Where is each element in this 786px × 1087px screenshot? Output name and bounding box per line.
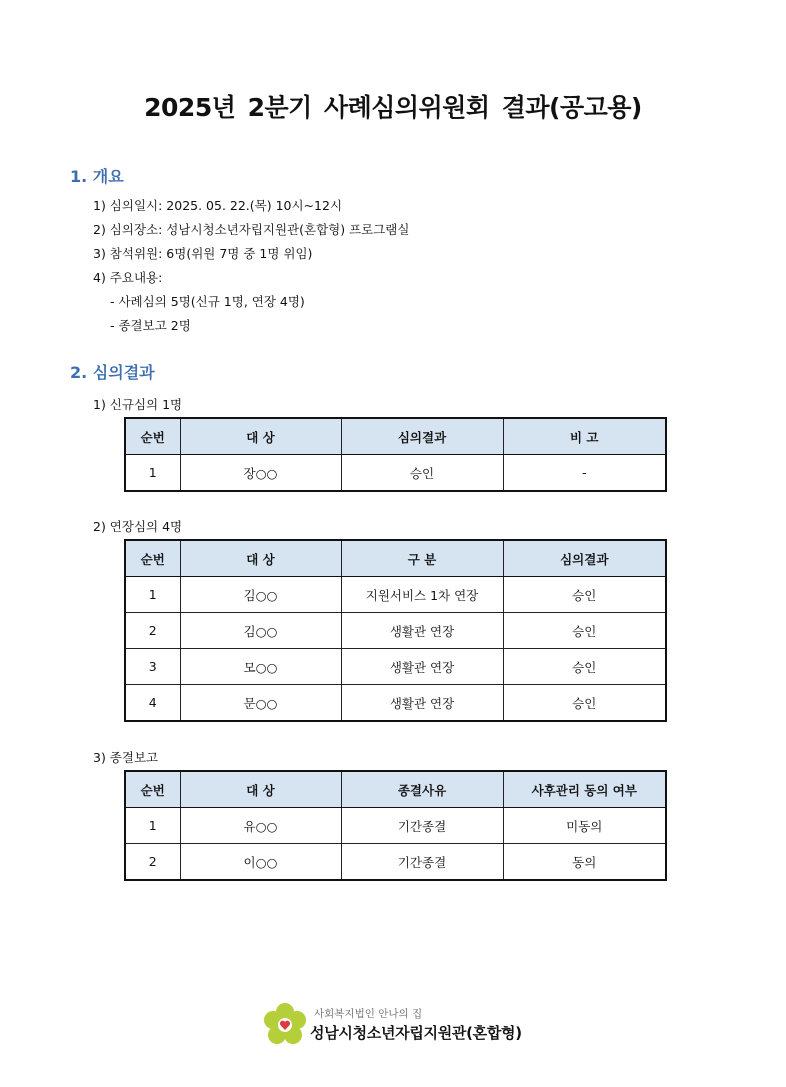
table-header: 구 분 [341,540,503,577]
table-header: 대 상 [180,771,341,808]
table-cell: 문○○ [180,685,341,722]
overview-attendees: 3) 참석위원: 6명(위원 7명 중 1명 위임) [93,246,313,261]
table-header: 대 상 [180,540,341,577]
table-header: 심의결과 [503,540,666,577]
table-cell: 김○○ [180,577,341,613]
overview-main-content: 4) 주요내용: [93,270,163,285]
table-cell: - [503,455,666,492]
page-title: 2025년 2분기 사례심의위원회 결과(공고용) [144,93,642,122]
footer-logo [262,1002,562,1048]
table-header-row [125,771,666,808]
table-header-row [125,418,666,455]
table1-caption: 1) 신규심의 1명 [93,397,183,412]
table-cell: 기간종결 [341,808,503,844]
table-cell: 3 [125,649,180,685]
table-header: 순번 [125,540,180,577]
table-header: 사후관리 동의 여부 [503,771,666,808]
table-header: 종결사유 [341,771,503,808]
table-cell: 동의 [503,844,666,881]
table-cell: 승인 [503,577,666,613]
table-row [125,455,666,492]
table-cell: 장○○ [180,455,341,492]
table-header-row [125,540,666,577]
table3-caption: 3) 종결보고 [93,750,159,765]
overview-sub-case-review: - 사례심의 5명(신규 1명, 연장 4명) [110,294,305,309]
table-header: 대 상 [180,418,341,455]
table-cell: 1 [125,577,180,613]
table-row [125,577,666,613]
table-row [125,649,666,685]
table-cell: 미동의 [503,808,666,844]
table-header: 순번 [125,771,180,808]
footer-subtitle: 사회복지법인 안나의 집 [314,1008,423,1020]
overview-date: 1) 심의일시: 2025. 05. 22.(목) 10시~12시 [93,198,343,213]
table-cell: 1 [125,808,180,844]
table-header: 심의결과 [341,418,503,455]
table-cell: 2 [125,844,180,881]
table-cell: 지원서비스 1차 연장 [341,577,503,613]
table-cell: 생활관 연장 [341,685,503,722]
extension-review-table [124,539,667,722]
overview-place: 2) 심의장소: 성남시청소년자립지원관(혼합형) 프로그램실 [93,222,410,237]
flower-heart-logo-icon [262,1002,308,1048]
table-cell: 4 [125,685,180,722]
overview-sub-closing-report: - 종결보고 2명 [110,318,191,333]
table-cell: 2 [125,613,180,649]
footer-org-name: 성남시청소년자립지원관(혼합형) [310,1024,522,1042]
table-header: 순번 [125,418,180,455]
closing-report-table [124,770,667,881]
section-results-heading: 2. 심의결과 [70,363,155,382]
table-cell: 유○○ [180,808,341,844]
table2-caption: 2) 연장심의 4명 [93,519,183,534]
table-cell: 승인 [503,649,666,685]
table-cell: 기간종결 [341,844,503,881]
table-row [125,613,666,649]
table-row [125,844,666,881]
table-cell: 1 [125,455,180,492]
section-overview-heading: 1. 개요 [70,167,124,186]
table-cell: 김○○ [180,613,341,649]
table-cell: 승인 [503,613,666,649]
table-cell: 이○○ [180,844,341,881]
table-cell: 생활관 연장 [341,649,503,685]
table-row [125,808,666,844]
table-cell: 모○○ [180,649,341,685]
table-cell: 승인 [341,455,503,492]
table-cell: 생활관 연장 [341,613,503,649]
table-cell: 승인 [503,685,666,722]
new-review-table [124,417,667,492]
table-header: 비 고 [503,418,666,455]
table-row [125,685,666,722]
